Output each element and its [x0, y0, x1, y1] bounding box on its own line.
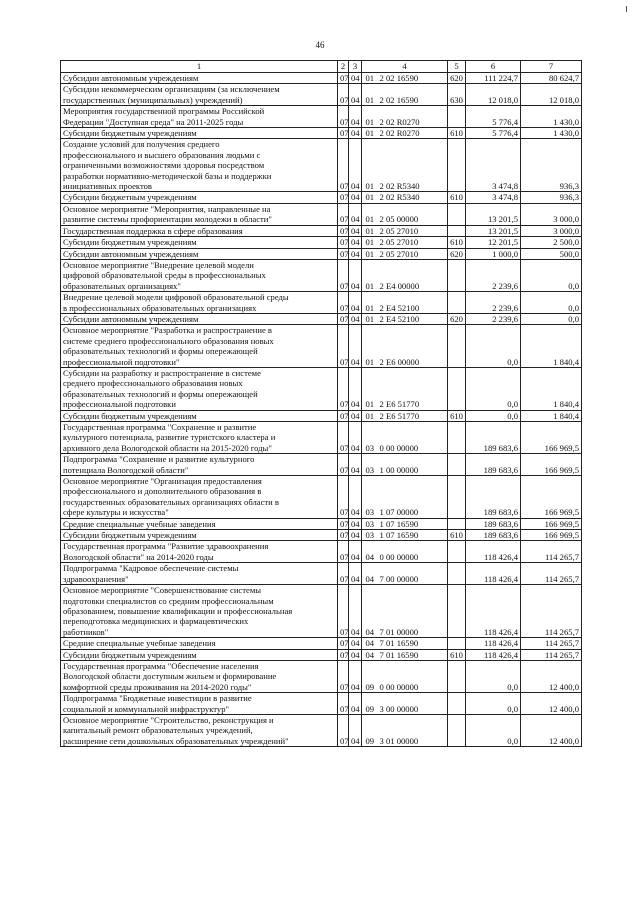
row-section-cell: 07 [338, 585, 349, 638]
table-row [61, 259, 582, 291]
table-row [61, 128, 582, 139]
row-amount-col7-cell: 114 265,7 [521, 585, 582, 638]
row-expense-type-cell [448, 292, 466, 314]
row-name-cell: Субсидии бюджетным учреждениям [61, 128, 338, 139]
row-amount-col7-cell: 12 018,0 [521, 84, 582, 106]
row-amount-col6-cell: 5 776,4 [466, 128, 521, 139]
row-expense-type-cell: 610 [448, 237, 466, 248]
row-program-code-cell: 09 [362, 660, 378, 692]
row-amount-col7-cell: 114 265,7 [521, 541, 582, 563]
row-section-cell: 07 [338, 325, 349, 368]
row-program-code-cell: 01 [362, 192, 378, 203]
row-target-code-cell: 7 01 16590 [378, 638, 448, 649]
table-row [61, 192, 582, 203]
row-target-code-cell: 3 00 00000 [378, 693, 448, 715]
table-row [61, 203, 582, 225]
row-amount-col6-cell: 189 683,6 [466, 530, 521, 541]
row-section-cell: 07 [338, 292, 349, 314]
row-subsection-cell: 04 [349, 530, 362, 541]
row-section-cell: 07 [338, 476, 349, 519]
row-subsection-cell: 04 [349, 660, 362, 692]
row-name-cell: Субсидии бюджетным учреждениям [61, 410, 338, 421]
table-row [61, 313, 582, 324]
row-target-code-cell: 2 02 R5340 [378, 192, 448, 203]
row-target-code-cell: 1 07 16590 [378, 530, 448, 541]
row-amount-col6-cell: 0,0 [466, 325, 521, 368]
page-number: 46 [315, 40, 325, 50]
row-name-cell: Государственная программа "Сохранение и развитие культурного потенциала, развитие туристского кластера и архивного дела Вологодской области на 2015-2020 годы" [61, 422, 338, 454]
row-subsection-cell: 04 [349, 292, 362, 314]
row-subsection-cell: 04 [349, 259, 362, 291]
row-amount-col7-cell: 3 000,0 [521, 203, 582, 225]
row-section-cell: 07 [338, 128, 349, 139]
row-name-cell: Субсидии автономным учреждениям [61, 313, 338, 324]
row-subsection-cell: 04 [349, 225, 362, 236]
row-amount-col7-cell: 0,0 [521, 292, 582, 314]
row-program-code-cell: 04 [362, 563, 378, 585]
column-header-5: 5 [448, 61, 466, 73]
row-name-cell: Основное мероприятие "Разработка и распространение в системе среднего профессионального образования новых образовательных технологий и формы опережающей профессиональной подготовки" [61, 325, 338, 368]
table-row [61, 422, 582, 454]
row-name-cell: Государственная поддержка в сфере образования [61, 225, 338, 236]
column-header-7: 7 [521, 61, 582, 73]
row-expense-type-cell [448, 106, 466, 128]
row-section-cell: 07 [338, 106, 349, 128]
row-target-code-cell: 3 01 00000 [378, 714, 448, 746]
row-target-code-cell: 0 00 00000 [378, 541, 448, 563]
row-amount-col7-cell: 1 430,0 [521, 128, 582, 139]
row-name-cell: Субсидии автономным учреждениям [61, 248, 338, 259]
table-body [61, 73, 582, 747]
row-expense-type-cell [448, 693, 466, 715]
row-program-code-cell: 01 [362, 139, 378, 192]
row-expense-type-cell: 610 [448, 192, 466, 203]
row-section-cell: 07 [338, 649, 349, 660]
row-target-code-cell: 2 05 00000 [378, 203, 448, 225]
row-target-code-cell: 2 E6 51770 [378, 367, 448, 410]
row-subsection-cell: 04 [349, 649, 362, 660]
table-row [61, 225, 582, 236]
row-subsection-cell: 04 [349, 313, 362, 324]
row-section-cell: 07 [338, 714, 349, 746]
row-target-code-cell: 2 02 R0270 [378, 128, 448, 139]
row-expense-type-cell [448, 367, 466, 410]
table-row [61, 73, 582, 84]
row-name-cell: Подпрограмма "Сохранение и развитие культурного потенциала Вологодской области" [61, 454, 338, 476]
row-program-code-cell: 01 [362, 325, 378, 368]
row-expense-type-cell [448, 714, 466, 746]
row-section-cell: 07 [338, 518, 349, 529]
row-amount-col7-cell: 166 969,5 [521, 476, 582, 519]
table-row [61, 530, 582, 541]
row-subsection-cell: 04 [349, 585, 362, 638]
row-expense-type-cell: 610 [448, 128, 466, 139]
row-amount-col6-cell: 118 426,4 [466, 541, 521, 563]
row-amount-col7-cell: 114 265,7 [521, 563, 582, 585]
row-amount-col6-cell: 189 683,6 [466, 454, 521, 476]
row-section-cell: 07 [338, 410, 349, 421]
table-row [61, 476, 582, 519]
row-name-cell: Мероприятия государственной программы Российской Федерации "Доступная среда" на 2011-2025 годы [61, 106, 338, 128]
row-name-cell: Субсидии на разработку и распространение в системе среднего профессионального образования новых образовательных технологий и формы опережающей профессиональной подготовки [61, 367, 338, 410]
row-section-cell: 07 [338, 454, 349, 476]
row-amount-col7-cell: 114 265,7 [521, 638, 582, 649]
row-program-code-cell: 01 [362, 292, 378, 314]
row-section-cell: 07 [338, 225, 349, 236]
row-subsection-cell: 04 [349, 422, 362, 454]
row-subsection-cell: 04 [349, 410, 362, 421]
row-amount-col6-cell: 118 426,4 [466, 585, 521, 638]
row-section-cell: 07 [338, 638, 349, 649]
row-expense-type-cell [448, 225, 466, 236]
row-target-code-cell: 2 05 27010 [378, 248, 448, 259]
column-header-6: 6 [466, 61, 521, 73]
row-target-code-cell: 2 E4 52100 [378, 313, 448, 324]
row-subsection-cell: 04 [349, 192, 362, 203]
row-program-code-cell: 04 [362, 649, 378, 660]
row-amount-col6-cell: 2 239,6 [466, 313, 521, 324]
row-amount-col6-cell: 12 018,0 [466, 84, 521, 106]
row-expense-type-cell: 620 [448, 313, 466, 324]
row-program-code-cell: 01 [362, 367, 378, 410]
row-amount-col7-cell: 1 840,4 [521, 325, 582, 368]
row-section-cell: 07 [338, 73, 349, 84]
row-amount-col7-cell: 1 840,4 [521, 367, 582, 410]
table-row [61, 660, 582, 692]
row-section-cell: 07 [338, 541, 349, 563]
row-target-code-cell: 1 00 00000 [378, 454, 448, 476]
row-name-cell: Основное мероприятие "Совершенствование системы подготовки специалистов со средним профессиональным образованием, повышение квалификации и профессиональная переподготовка медицинских и фармацевтических работников" [61, 585, 338, 638]
row-expense-type-cell [448, 660, 466, 692]
row-program-code-cell: 03 [362, 518, 378, 529]
row-subsection-cell: 04 [349, 106, 362, 128]
table-row [61, 325, 582, 368]
row-expense-type-cell [448, 454, 466, 476]
row-target-code-cell: 7 01 00000 [378, 585, 448, 638]
table-row [61, 292, 582, 314]
row-section-cell: 07 [338, 203, 349, 225]
row-amount-col7-cell: 0,0 [521, 313, 582, 324]
row-amount-col7-cell: 1 430,0 [521, 106, 582, 128]
row-amount-col6-cell: 118 426,4 [466, 649, 521, 660]
row-name-cell: Субсидии некоммерческим организациям (за исключением государственных (муниципальных) учреждений) [61, 84, 338, 106]
row-amount-col7-cell: 12 400,0 [521, 714, 582, 746]
row-amount-col6-cell: 118 426,4 [466, 638, 521, 649]
row-expense-type-cell: 610 [448, 410, 466, 421]
table-row [61, 638, 582, 649]
row-expense-type-cell [448, 541, 466, 563]
row-amount-col6-cell: 1 000,0 [466, 248, 521, 259]
row-amount-col7-cell: 166 969,5 [521, 422, 582, 454]
row-program-code-cell: 01 [362, 128, 378, 139]
row-name-cell: Подпрограмма "Кадровое обеспечение системы здравоохранения" [61, 563, 338, 585]
row-target-code-cell: 2 E6 00000 [378, 325, 448, 368]
row-section-cell: 07 [338, 530, 349, 541]
row-amount-col6-cell: 0,0 [466, 367, 521, 410]
row-section-cell: 07 [338, 422, 349, 454]
row-amount-col6-cell: 0,0 [466, 660, 521, 692]
row-program-code-cell: 03 [362, 454, 378, 476]
row-subsection-cell: 04 [349, 693, 362, 715]
row-amount-col6-cell: 3 474,8 [466, 139, 521, 192]
row-subsection-cell: 04 [349, 714, 362, 746]
table-row [61, 367, 582, 410]
row-amount-col6-cell: 13 201,5 [466, 203, 521, 225]
row-subsection-cell: 04 [349, 73, 362, 84]
row-expense-type-cell [448, 325, 466, 368]
row-program-code-cell: 03 [362, 422, 378, 454]
row-name-cell: Создание условий для получения среднего профессионального и высшего образования людьми с ограниченными возможностями здоровья посредством разработки нормативно-методической базы и поддержки инициативных проектов [61, 139, 338, 192]
row-program-code-cell: 04 [362, 638, 378, 649]
row-expense-type-cell: 630 [448, 84, 466, 106]
row-subsection-cell: 04 [349, 541, 362, 563]
row-target-code-cell: 2 E6 51770 [378, 410, 448, 421]
row-subsection-cell: 04 [349, 638, 362, 649]
row-amount-col6-cell: 13 201,5 [466, 225, 521, 236]
row-target-code-cell: 2 05 27010 [378, 225, 448, 236]
row-target-code-cell: 2 05 27010 [378, 237, 448, 248]
row-section-cell: 07 [338, 248, 349, 259]
budget-table [60, 60, 582, 747]
row-target-code-cell: 2 02 R5340 [378, 139, 448, 192]
row-program-code-cell: 04 [362, 541, 378, 563]
row-amount-col6-cell: 0,0 [466, 693, 521, 715]
row-program-code-cell: 01 [362, 410, 378, 421]
row-program-code-cell: 01 [362, 84, 378, 106]
row-program-code-cell: 01 [362, 106, 378, 128]
row-name-cell: Внедрение целевой модели цифровой образовательной среды в профессиональных образовательных организациях [61, 292, 338, 314]
row-amount-col7-cell: 12 400,0 [521, 693, 582, 715]
row-amount-col7-cell: 114 265,7 [521, 649, 582, 660]
row-name-cell: Основное мероприятие "Внедрение целевой модели цифровой образовательной среды в профессиональных образовательных организациях" [61, 259, 338, 291]
row-name-cell: Субсидии автономным учреждениям [61, 73, 338, 84]
row-target-code-cell: 2 02 R0270 [378, 106, 448, 128]
row-target-code-cell: 2 02 16590 [378, 84, 448, 106]
row-subsection-cell: 04 [349, 203, 362, 225]
row-name-cell: Государственная программа "Обеспечение населения Вологодской области доступным жильем и формирование комфортной среды проживания на 2014-2020 годы" [61, 660, 338, 692]
row-expense-type-cell [448, 638, 466, 649]
row-subsection-cell: 04 [349, 367, 362, 410]
row-name-cell: Субсидии бюджетным учреждениям [61, 192, 338, 203]
table-row [61, 541, 582, 563]
table-row [61, 714, 582, 746]
row-subsection-cell: 04 [349, 325, 362, 368]
row-expense-type-cell [448, 139, 466, 192]
column-header-3: 3 [349, 61, 362, 73]
row-section-cell: 07 [338, 693, 349, 715]
row-amount-col7-cell: 0,0 [521, 259, 582, 291]
row-target-code-cell: 7 01 16590 [378, 649, 448, 660]
row-subsection-cell: 04 [349, 139, 362, 192]
row-section-cell: 07 [338, 237, 349, 248]
row-program-code-cell: 03 [362, 476, 378, 519]
row-amount-col6-cell: 2 239,6 [466, 292, 521, 314]
row-program-code-cell: 03 [362, 530, 378, 541]
row-amount-col6-cell: 189 683,6 [466, 476, 521, 519]
table-row [61, 139, 582, 192]
row-expense-type-cell [448, 585, 466, 638]
row-section-cell: 07 [338, 259, 349, 291]
row-amount-col6-cell: 118 426,4 [466, 563, 521, 585]
row-program-code-cell: 04 [362, 585, 378, 638]
row-expense-type-cell [448, 203, 466, 225]
row-amount-col6-cell: 111 224,7 [466, 73, 521, 84]
column-header-2: 2 [338, 61, 349, 73]
row-expense-type-cell [448, 422, 466, 454]
row-target-code-cell: 1 07 00000 [378, 476, 448, 519]
row-section-cell: 07 [338, 313, 349, 324]
row-expense-type-cell: 620 [448, 73, 466, 84]
row-amount-col6-cell: 2 239,6 [466, 259, 521, 291]
row-amount-col7-cell: 12 400,0 [521, 660, 582, 692]
table-row [61, 649, 582, 660]
row-program-code-cell: 01 [362, 259, 378, 291]
row-name-cell: Субсидии бюджетным учреждениям [61, 530, 338, 541]
row-subsection-cell: 04 [349, 563, 362, 585]
row-target-code-cell: 1 07 16590 [378, 518, 448, 529]
row-section-cell: 07 [338, 660, 349, 692]
row-expense-type-cell: 610 [448, 530, 466, 541]
row-name-cell: Основное мероприятие "Мероприятия, направленные на развитие системы профориентации молодежи в области" [61, 203, 338, 225]
row-target-code-cell: 2 E4 52100 [378, 292, 448, 314]
row-name-cell: Государственная программа "Развитие здравоохранения Вологодской области" на 2014-2020 годы [61, 541, 338, 563]
row-program-code-cell: 01 [362, 248, 378, 259]
row-amount-col7-cell: 500,0 [521, 248, 582, 259]
row-target-code-cell: 2 02 16590 [378, 73, 448, 84]
row-amount-col7-cell: 936,3 [521, 192, 582, 203]
row-target-code-cell: 0 00 00000 [378, 660, 448, 692]
row-amount-col7-cell: 166 969,5 [521, 530, 582, 541]
row-expense-type-cell [448, 259, 466, 291]
row-amount-col6-cell: 189 683,6 [466, 422, 521, 454]
row-amount-col6-cell: 0,0 [466, 714, 521, 746]
row-expense-type-cell: 620 [448, 248, 466, 259]
table-row [61, 106, 582, 128]
row-amount-col7-cell: 166 969,5 [521, 518, 582, 529]
table-row [61, 237, 582, 248]
row-section-cell: 07 [338, 84, 349, 106]
row-program-code-cell: 01 [362, 203, 378, 225]
row-program-code-cell: 01 [362, 225, 378, 236]
row-section-cell: 07 [338, 367, 349, 410]
row-section-cell: 07 [338, 139, 349, 192]
table-row [61, 410, 582, 421]
row-amount-col6-cell: 0,0 [466, 410, 521, 421]
row-subsection-cell: 04 [349, 237, 362, 248]
row-amount-col6-cell: 12 201,5 [466, 237, 521, 248]
row-program-code-cell: 01 [362, 313, 378, 324]
row-subsection-cell: 04 [349, 84, 362, 106]
row-amount-col7-cell: 1 840,4 [521, 410, 582, 421]
table-row [61, 518, 582, 529]
table-row [61, 585, 582, 638]
column-header-1: 1 [61, 61, 338, 73]
row-amount-col6-cell: 189 683,6 [466, 518, 521, 529]
row-expense-type-cell [448, 518, 466, 529]
table-row [61, 563, 582, 585]
row-program-code-cell: 09 [362, 693, 378, 715]
table-row [61, 248, 582, 259]
row-subsection-cell: 04 [349, 128, 362, 139]
table-row [61, 693, 582, 715]
row-section-cell: 07 [338, 192, 349, 203]
row-expense-type-cell [448, 476, 466, 519]
row-name-cell: Средние специальные учебные заведения [61, 518, 338, 529]
table-row [61, 84, 582, 106]
row-name-cell: Субсидии бюджетным учреждениям [61, 649, 338, 660]
row-expense-type-cell [448, 563, 466, 585]
row-subsection-cell: 04 [349, 518, 362, 529]
row-subsection-cell: 04 [349, 454, 362, 476]
column-header-4: 4 [362, 61, 448, 73]
row-target-code-cell: 2 E4 00000 [378, 259, 448, 291]
row-name-cell: Средние специальные учебные заведения [61, 638, 338, 649]
table-row [61, 454, 582, 476]
row-program-code-cell: 01 [362, 237, 378, 248]
row-name-cell: Основное мероприятие "Строительство, реконструкция и капитальный ремонт образовательных учреждений, расширение сети дошкольных образовательных учреждений" [61, 714, 338, 746]
row-amount-col7-cell: 936,3 [521, 139, 582, 192]
row-section-cell: 07 [338, 563, 349, 585]
row-expense-type-cell: 610 [448, 649, 466, 660]
row-amount-col6-cell: 3 474,8 [466, 192, 521, 203]
row-name-cell: Подпрограмма "Бюджетные инвестиции в развитие социальной и коммунальной инфраструктур" [61, 693, 338, 715]
row-program-code-cell: 01 [362, 73, 378, 84]
row-program-code-cell: 09 [362, 714, 378, 746]
scan-corner-mark [626, 6, 627, 12]
row-subsection-cell: 04 [349, 248, 362, 259]
column-number-row [61, 61, 582, 73]
row-name-cell: Основное мероприятие "Организация предоставления профессионального и дополнительного образования в государственных образовательных организациях области в сфере культуры и искусства" [61, 476, 338, 519]
row-amount-col7-cell: 2 500,0 [521, 237, 582, 248]
row-amount-col7-cell: 166 969,5 [521, 454, 582, 476]
row-amount-col7-cell: 80 624,7 [521, 73, 582, 84]
row-amount-col7-cell: 3 000,0 [521, 225, 582, 236]
row-target-code-cell: 7 00 00000 [378, 563, 448, 585]
row-amount-col6-cell: 5 776,4 [466, 106, 521, 128]
row-name-cell: Субсидии бюджетным учреждениям [61, 237, 338, 248]
row-target-code-cell: 0 00 00000 [378, 422, 448, 454]
row-subsection-cell: 04 [349, 476, 362, 519]
